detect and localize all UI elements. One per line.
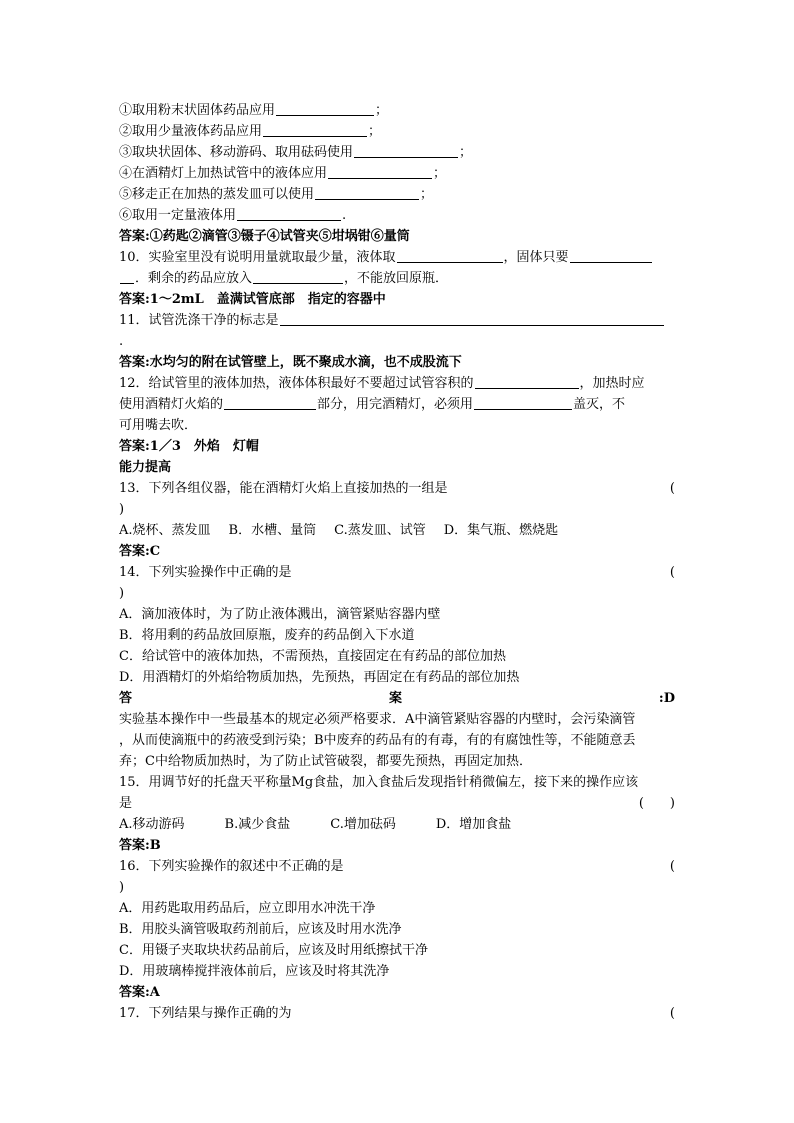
answer-blank (253, 270, 343, 284)
answer-10: 答案:1～2mL 盖满试管底部 指定的容器中 (119, 292, 386, 307)
question-14-option-a: A．滴加液体时，为了防止液体溅出，滴管紧贴容器内壁 (119, 607, 441, 622)
question-17-stem: 17．下列结果与操作正确的为 ( (119, 1006, 675, 1021)
fill-line-4: ④在酒精灯上加热试管中的液体应用 ； (119, 166, 447, 181)
answer-blank (237, 207, 341, 221)
answer-blank (280, 312, 664, 326)
question-15-line-1: 15．用调节好的托盘天平称量Mg食盐，加入食盐后发现指针稍微偏左，接下来的操作应该 (119, 775, 639, 790)
question-16-option-b: B．用胶头滴管吸取药剂前后，应该及时用水洗净 (119, 922, 402, 937)
question-14-option-b: B．将用剩的药品放回原瓶，废弃的药品倒入下水道 (119, 628, 415, 643)
answer-16: 答案:A (119, 985, 160, 1000)
explanation-14-line-3: 弃；C中给物质加热时，为了防止试管破裂，都要先预热，再固定加热． (119, 754, 532, 769)
answer-blank (397, 249, 503, 263)
answer-blank (474, 396, 572, 410)
question-16-option-a: A．用药匙取用药品后，应立即用水冲洗干净 (119, 901, 376, 916)
question-10-line-1: 10．实验室里没有说明用量就取最少量，液体取 ，固体只要 (119, 248, 675, 268)
answer-12: 答案:1／3 外焰 灯帽 (119, 439, 259, 454)
question-10-line-2: ．剩余的药品应放入 ，不能放回原瓶． (119, 269, 675, 289)
fill-line-2: ②取用少量液体药品应用 ； (119, 124, 382, 139)
answer-blank (475, 375, 579, 389)
answer-blank (354, 144, 458, 158)
fill-line-5: ⑤移走正在加热的蒸发皿可以使用 ； (119, 187, 434, 202)
question-13-options: A.烧杯、蒸发皿 B．水槽、量筒 C.蒸发皿、试管 D．集气瓶、燃烧匙 (119, 523, 559, 538)
answer-14: 答 案 :D (119, 691, 675, 706)
answer-15: 答案:B (119, 838, 161, 853)
answer-13: 答案:C (119, 544, 161, 559)
answer-blank (224, 396, 316, 410)
question-16-option-d: D．用玻璃棒搅拌液体前后，应该及时将其洗净 (119, 964, 390, 979)
answer-blank (315, 186, 419, 200)
fill-line-6: ⑥取用一定量液体用 . (119, 208, 347, 223)
explanation-14-line-2: ，从而使滴瓶中的药液受到污染；B中废弃的药品有的有毒，有的有腐蚀性等，不能随意丢 (119, 733, 636, 748)
question-16-close: ) (119, 880, 125, 895)
answer-blank (328, 165, 432, 179)
answer-blank (570, 249, 652, 263)
question-11-line-2: . (119, 334, 124, 349)
question-14-stem: 14．下列实验操作中正确的是 ( (119, 565, 675, 580)
question-14-close: ) (119, 586, 125, 601)
question-13-stem: 13．下列各组仪器，能在酒精灯火焰上直接加热的一组是 ( (119, 481, 675, 496)
answer-11: 答案:水均匀的附在试管壁上，既不聚成水滴，也不成股流下 (119, 355, 462, 370)
question-12-line-1: 12．给试管里的液体加热，液体体积最好不要超过试管容积的 ，加热时应 (119, 376, 645, 391)
question-16-option-c: C．用镊子夹取块状药品前后，应该及时用纸擦拭干净 (119, 943, 428, 958)
question-15-options: A.移动游码 B.减少食盐 C.增加砝码 D．增加食盐 (119, 817, 512, 832)
question-14-option-c: C．给试管中的液体加热，不需预热，直接固定在有药品的部位加热 (119, 649, 506, 664)
question-15-line-2: 是 ( ) (119, 796, 675, 811)
question-12-line-3: 可用嘴去吹． (119, 418, 198, 433)
fill-line-1: ①取用粉末状固体药品应用 ； (119, 103, 389, 118)
question-16-stem: 16．下列实验操作的叙述中不正确的是 ( (119, 859, 675, 874)
question-12-line-2: 使用酒精灯火焰的 部分，用完酒精灯，必须用 盖灭，不 (119, 397, 626, 412)
answer-blank (276, 102, 374, 116)
question-14-option-d: D．用酒精灯的外焰给物质加热，先预热，再固定在有药品的部位加热 (119, 670, 520, 685)
question-13-close: ) (119, 502, 125, 517)
explanation-14-line-1: 实验基本操作中一些最基本的规定必须严格要求．A中滴管紧贴容器的内壁时，会污染滴管 (119, 712, 636, 727)
answer-blank (120, 270, 134, 284)
answer-blank (263, 123, 367, 137)
fill-line-3: ③取块状固体、移动游码、取用砝码使用 ； (119, 145, 473, 160)
section-heading: 能力提高 (119, 460, 172, 475)
answer-9: 答案:①药匙②滴管③镊子④试管夹⑤坩埚钳⑥量筒 (119, 229, 410, 244)
question-11-line-1: 11．试管洗涤干净的标志是 (119, 311, 675, 331)
